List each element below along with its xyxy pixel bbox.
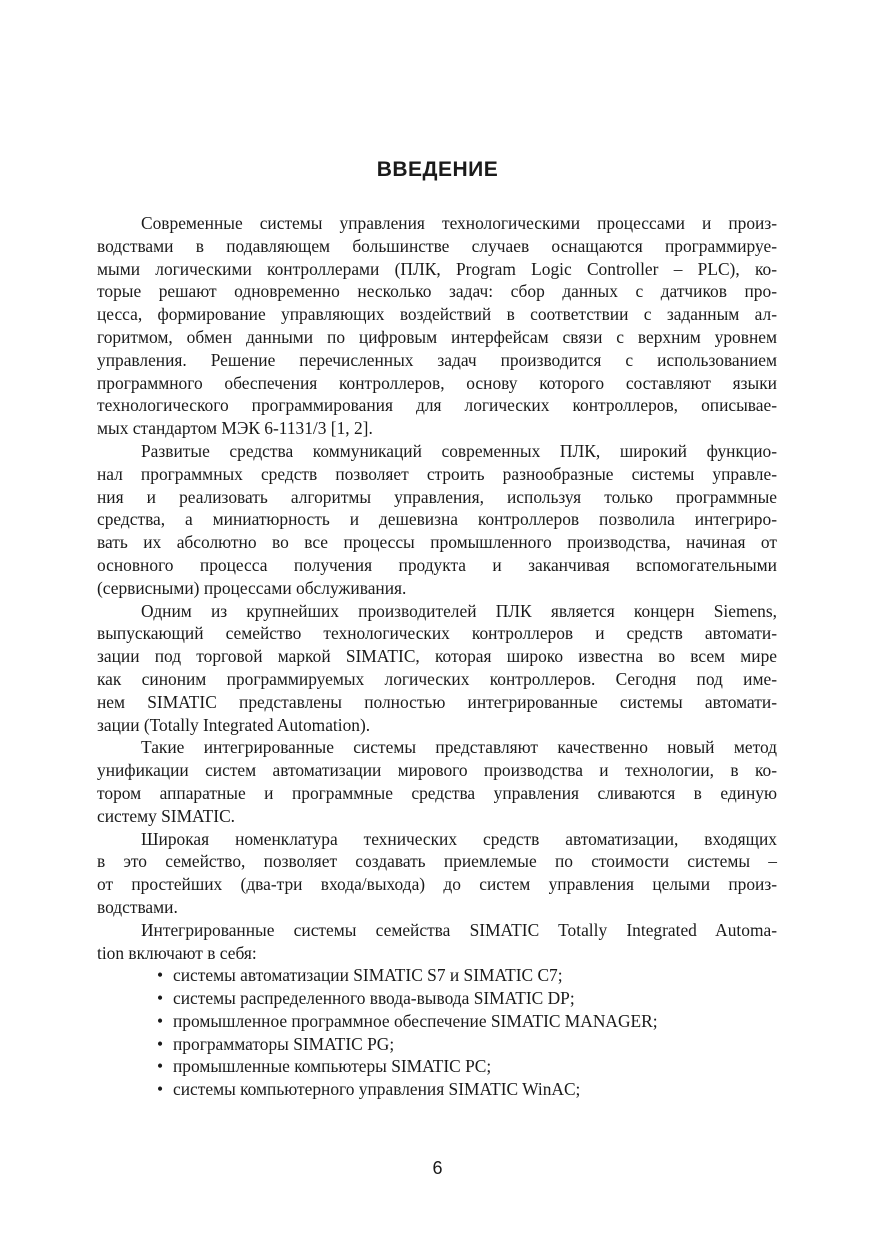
text-line: водствами в подавляющем большинстве случаев оснащаются программируе- [97, 235, 777, 256]
text-line: мых стандартом МЭК 6-1131/3 [1, 2]. [97, 418, 373, 439]
bullet-icon: • [157, 965, 164, 986]
text-line: тором аппаратные и программные средства управления сливаются в единую [97, 782, 777, 803]
paragraph [97, 736, 777, 827]
text-line: Одним из крупнейших производителей ПЛК является концерн Siemens, [141, 600, 777, 621]
list-item-text: промышленные компьютеры SIMATIC PC; [173, 1056, 492, 1077]
text-line: от простейших (два-три входа/выхода) до систем управления целыми произ- [97, 874, 777, 895]
bullet-icon: • [157, 1010, 164, 1031]
bullet-icon: • [157, 1056, 164, 1077]
body-text [97, 212, 777, 1101]
text-line: нал программных средств позволяет строить разнообразные системы управле- [97, 463, 777, 484]
bullet-icon: • [157, 1033, 164, 1054]
text-line: программного обеспечения контроллеров, основу которого составляют языки [97, 372, 777, 393]
text-line: зации под торговой маркой SIMATIC, которая широко известна во всем мире [97, 646, 777, 667]
text-line: выпускающий семейство технологических контроллеров и средств автомати- [97, 623, 777, 644]
text-line: мыми логическими контроллерами (ПЛК, Program Logic Controller – PLC), ко- [97, 258, 777, 279]
text-line: ния и реализовать алгоритмы управления, используя только программные [97, 486, 777, 507]
text-line: tion включают в себя: [97, 942, 257, 963]
text-line: основного процесса получения продукта и заканчивая вспомогательными [97, 554, 777, 575]
list-item [157, 1055, 777, 1078]
text-line: управления. Решение перечисленных задач производится с использованием [97, 349, 777, 370]
paragraph [97, 212, 777, 440]
text-line: Современные системы управления технологическими процессами и произ- [141, 213, 777, 233]
text-line: вать их абсолютно во все процессы промышленного производства, начиная от [97, 532, 777, 553]
list-item-text: системы компьютерного управления SIMATIC WinAC; [173, 1079, 581, 1100]
text-line: (сервисными) процессами обслуживания. [97, 577, 407, 598]
paragraph [97, 600, 777, 737]
paragraph [97, 828, 777, 919]
text-line: Широкая номенклатура технических средств автоматизации, входящих [141, 828, 777, 849]
list-item [157, 987, 777, 1010]
text-line: Такие интегрированные системы представляют качественно новый метод [141, 737, 777, 758]
page-title: ВВЕДЕНИЕ [376, 158, 499, 181]
list-item [157, 1078, 777, 1101]
bullet-list [97, 964, 777, 1101]
text-line: водствами. [97, 896, 178, 917]
list-item-text: системы распределенного ввода-вывода SIMATIC DP; [173, 988, 575, 1009]
text-line: средства, а миниатюрность и дешевизна контроллеров позволила интегриро- [97, 509, 777, 530]
text-line: цесса, формирование управляющих воздействий в соответствии с заданным ал- [97, 304, 777, 325]
list-item-text: программаторы SIMATIC PG; [173, 1033, 395, 1054]
text-line: зации (Totally Integrated Automation). [97, 714, 371, 735]
text-line: горитмом, обмен данными по цифровым интерфейсам связи с верхним уровнем [97, 326, 777, 347]
text-line: Интегрированные системы семейства SIMATIC Totally Integrated Automa- [141, 919, 777, 940]
paragraphs [97, 212, 777, 964]
text-line: Развитые средства коммуникаций современных ПЛК, широкий функцио- [141, 440, 777, 461]
text-line: как синоним программируемых логических контроллеров. Сегодня под име- [97, 668, 777, 689]
list-item-text: системы автоматизации SIMATIC S7 и SIMATIC C7; [173, 965, 563, 986]
text-line: систему SIMATIC. [97, 805, 236, 826]
paragraph [97, 919, 777, 965]
list-item [157, 1010, 777, 1033]
text-line: технологического программирования для логических контроллеров, описывае- [97, 395, 777, 416]
page-number: 6 [432, 1158, 443, 1178]
list-item [157, 1033, 777, 1056]
list-item [157, 964, 777, 987]
text-line: нем SIMATIC представлены полностью интегрированные системы автомати- [97, 691, 777, 712]
text-line: в это семейство, позволяет создавать приемлемые по стоимости системы – [97, 851, 777, 872]
bullet-icon: • [157, 988, 164, 1009]
text-line: торые решают одновременно несколько задач: сбор данных с датчиков про- [97, 281, 777, 302]
text-line: унификации систем автоматизации мирового производства и технологии, в ко- [97, 760, 777, 781]
paragraph [97, 440, 777, 600]
list-item-text: промышленное программное обеспечение SIMATIC MANAGER; [173, 1010, 658, 1031]
bullet-icon: • [157, 1079, 164, 1100]
